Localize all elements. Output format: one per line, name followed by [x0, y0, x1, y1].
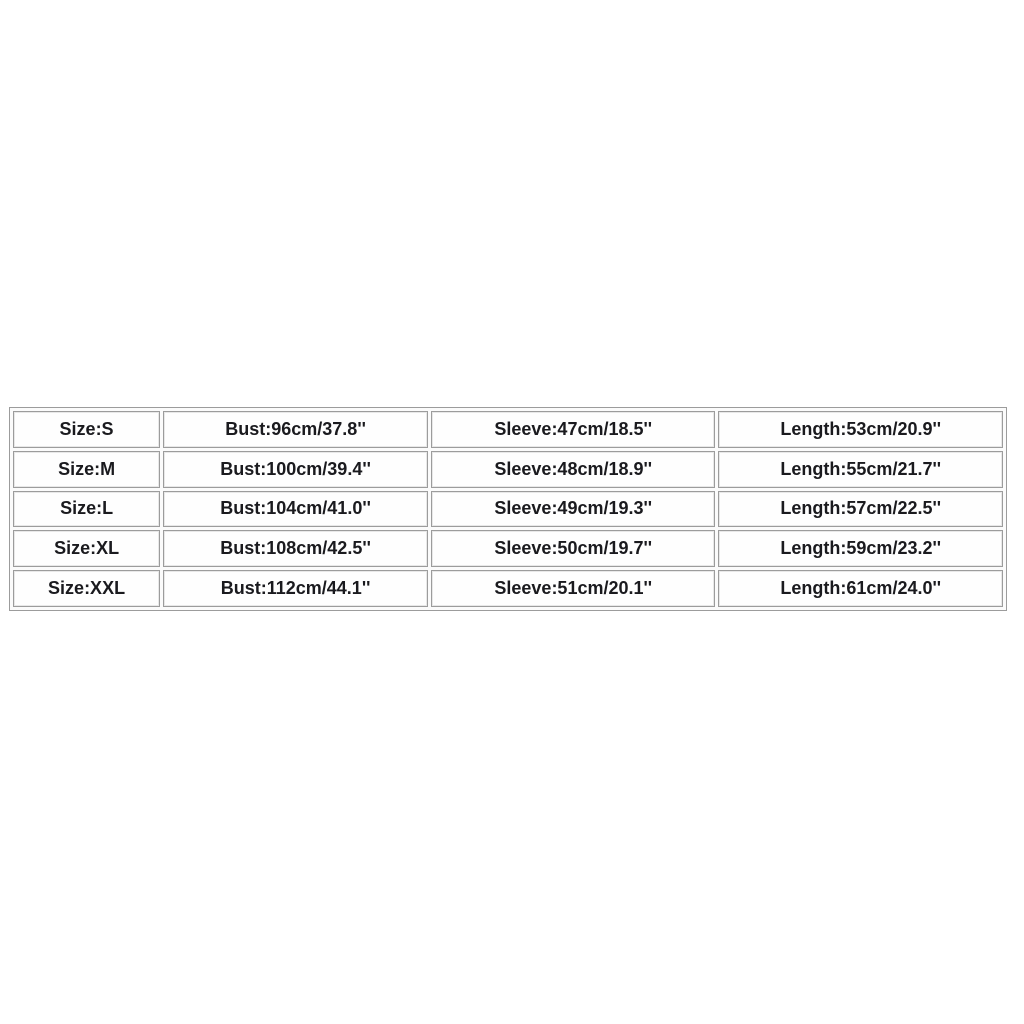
size-cell: Size:S: [13, 411, 160, 448]
table-row-size-s: [13, 411, 1003, 448]
table-row-size-l: [13, 491, 1003, 528]
bust-cell: Bust:112cm/44.1'': [163, 570, 428, 607]
length-cell: Length:53cm/20.9'': [718, 411, 1003, 448]
bust-cell: Bust:104cm/41.0'': [163, 491, 428, 528]
table-row-size-m: [13, 451, 1003, 488]
length-cell: Length:59cm/23.2'': [718, 530, 1003, 567]
bust-cell: Bust:96cm/37.8'': [163, 411, 428, 448]
bust-cell: Bust:100cm/39.4'': [163, 451, 428, 488]
length-cell: Length:55cm/21.7'': [718, 451, 1003, 488]
length-cell: Length:57cm/22.5'': [718, 491, 1003, 528]
size-cell: Size:M: [13, 451, 160, 488]
sleeve-cell: Sleeve:49cm/19.3'': [431, 491, 715, 528]
size-cell: Size:L: [13, 491, 160, 528]
size-cell: Size:XL: [13, 530, 160, 567]
sleeve-cell: Sleeve:50cm/19.7'': [431, 530, 715, 567]
size-chart-table: [9, 407, 1007, 611]
size-cell: Size:XXL: [13, 570, 160, 607]
sleeve-cell: Sleeve:47cm/18.5'': [431, 411, 715, 448]
length-cell: Length:61cm/24.0'': [718, 570, 1003, 607]
bust-cell: Bust:108cm/42.5'': [163, 530, 428, 567]
table-row-size-xl: [13, 530, 1003, 567]
table-row-size-xxl: [13, 570, 1003, 607]
sleeve-cell: Sleeve:51cm/20.1'': [431, 570, 715, 607]
sleeve-cell: Sleeve:48cm/18.9'': [431, 451, 715, 488]
